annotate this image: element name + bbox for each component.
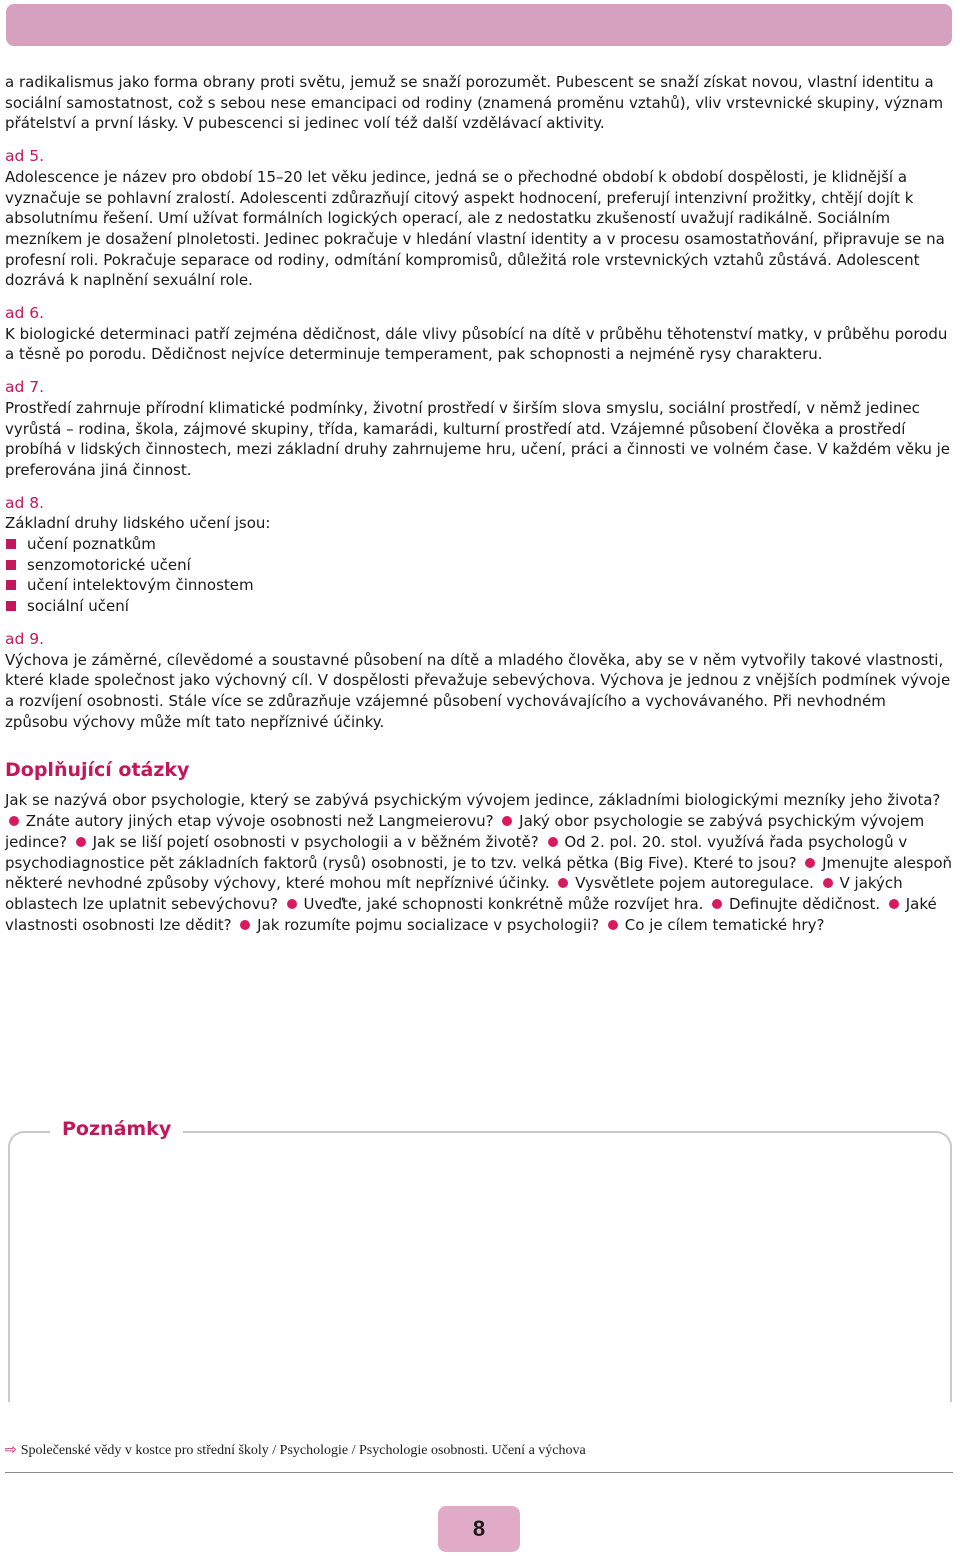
question: Jaké vlastnosti osobnosti lze dědit? [5,894,937,934]
main-content [5,72,953,935]
list-item: senzomotorické učení [5,555,953,576]
bullet-dot-icon [608,920,618,930]
page-number: 8 [438,1506,520,1552]
bullet-dot-icon [240,920,250,930]
list-item: učení poznatkům [5,534,953,555]
bullet-dot-icon [805,858,815,868]
bullet-dot-icon [823,878,833,888]
section-text: Základní druhy lidského učení jsou: [5,514,271,533]
bullet-dot-icon [502,816,512,826]
footer-text: Společenské vědy v kostce pro střední školy / Psychologie / Psychologie osobnosti. Učení a výchova [20,1443,586,1458]
question: Definujte dědičnost. [729,894,881,913]
question: Uveďte, jaké schopnosti konkrétně může rozvíjet hra. [303,894,704,913]
section-ad-7 [5,377,953,481]
section-text: Prostředí zahrnuje přírodní klimatické podmínky, životní prostředí v širším slova smyslu, sociální prostředí, v němž jedinec vyrůstá – rodina, škola, zájmové skupiny, třída, kamarádi, kulturní prostředí atd. Vzájemné působení člověka a prostředí probíhá v lidských činnostech, mezi základní druhy zahrnujeme hru, učení, práci a činnosti ve volném čase. V každém věku je preferována jiná činnost. [5,398,950,479]
list-item: učení intelektovým činnostem [5,575,953,596]
section-heading: ad 9. [5,629,45,648]
section-text: Adolescence je název pro období 15–20 let věku jedince, jedná se o přechodné období k období dospělosti, je klidnější a vyznačuje se pohlavní zralostí. Adolescenti zdůrazňují citový aspekt hodnocení, preferují intenzivní prožitky, chtějí dojít k absolutnímu řešení. Umí užívat formálních logických operací, ale z nedostatku zkušeností uvažují radikálně. Sociálním mezníkem je dosažení plnoletosti. Jedinec pokračuje v hledání vlastní identity a v procesu osamostatňování, připravuje se na profesní roli. Pokračuje separace od rodiny, odmítání kompromisů, důležitá role vrstevnických vztahů zůstává. Adolescent dozrává k naplnění sexuální role. [5,167,945,290]
footer-breadcrumb [5,1442,586,1459]
section-ad-5 [5,146,953,291]
section-ad-8 [5,493,953,617]
section-heading: ad 6. [5,304,45,323]
bullet-dot-icon [889,899,899,909]
notes-box[interactable] [8,1131,952,1402]
bullet-dot-icon [287,899,297,909]
section-ad-6 [5,303,953,365]
question: Od 2. pol. 20. stol. využívá řada psychologů v psychodiagnostice pět základních faktorů (rysů) osobnosti, je to tzv. velká pětka (Big Five). Které to jsou? [5,832,908,872]
question: V jakých oblastech lze uplatnit sebevýchovu? [5,874,903,913]
question: Znáte autory jiných etap vývoje osobnosti než Langmeierovu? [25,812,494,831]
section-heading: ad 8. [5,493,45,512]
header-band [6,4,952,46]
bullet-dot-icon [76,837,86,847]
notes-title: Poznámky [50,1116,183,1142]
section-text: K biologické determinaci patří zejména dědičnost, dále vlivy působící na dítě v průběhu těhotenství matky, v průběhu porodu a těsně po porodu. Dědičnost nejvíce determinuje temperament, pak schopnosti a nejméně rysy charakteru. [5,324,948,364]
question: Jak se nazývá obor psychologie, který se zabývá psychickým vývojem jedince, základními biologickými mezníky jeho života? [5,791,941,810]
bullet-dot-icon [9,816,19,826]
list-item: sociální učení [5,596,953,617]
question: Jaký obor psychologie se zabývá psychickým vývojem jedince? [5,812,925,851]
section-heading: ad 5. [5,147,45,166]
supplementary-questions [5,790,953,935]
intro-paragraph: a radikalismus jako forma obrany proti světu, jemuž se snaží porozumět. Pubescent se snaží získat novou, vlastní identitu a sociální samostatnost, což s sebou nese emancipaci od rodiny (znamená proměnu vztahů), vliv vrstevnické skupiny, význam přátelství a první lásky. V pubescenci si jedinec volí též další vzdělávací aktivity. [5,73,944,133]
section-ad-9 [5,629,953,733]
arrow-right-icon: ⇨ [5,1442,17,1458]
learning-types-list [5,534,953,617]
section-heading: ad 7. [5,378,45,397]
question: Jmenujte alespoň některé nevhodné způsoby výchovy, které mohou mít nepříznivé účinky. [5,853,953,893]
bullet-dot-icon [548,837,558,847]
question: Vysvětlete pojem autoregulace. [575,874,814,893]
question: Co je cílem tematické hry? [624,915,825,934]
supplementary-title: Doplňující otázky [5,759,190,782]
square-bullet-icon [6,580,16,590]
bullet-dot-icon [712,899,722,909]
question: Jak rozumíte pojmu socializace v psychologii? [257,915,600,934]
square-bullet-icon [6,601,16,611]
question: Jak se liší pojetí osobnosti v psychologii a v běžném životě? [92,832,539,851]
bullet-dot-icon [558,878,568,888]
square-bullet-icon [6,539,16,549]
footer-divider [5,1472,953,1473]
square-bullet-icon [6,560,16,570]
section-text: Výchova je záměrné, cílevědomé a soustavné působení na dítě a mladého člověka, aby se v něm vytvořily takové vlastnosti, které klade společnost jako výchovný cíl. V dospělosti převažuje sebevýchova. Výchova je jednou z vnějších podmínek vývoje a rozvíjení osobnosti. Stále více se zdůrazňuje vzájemné působení vychovávajícího a vychovávaného. Při nevhodném způsobu výchovy může mít tato nepříznivé účinky. [5,650,951,731]
